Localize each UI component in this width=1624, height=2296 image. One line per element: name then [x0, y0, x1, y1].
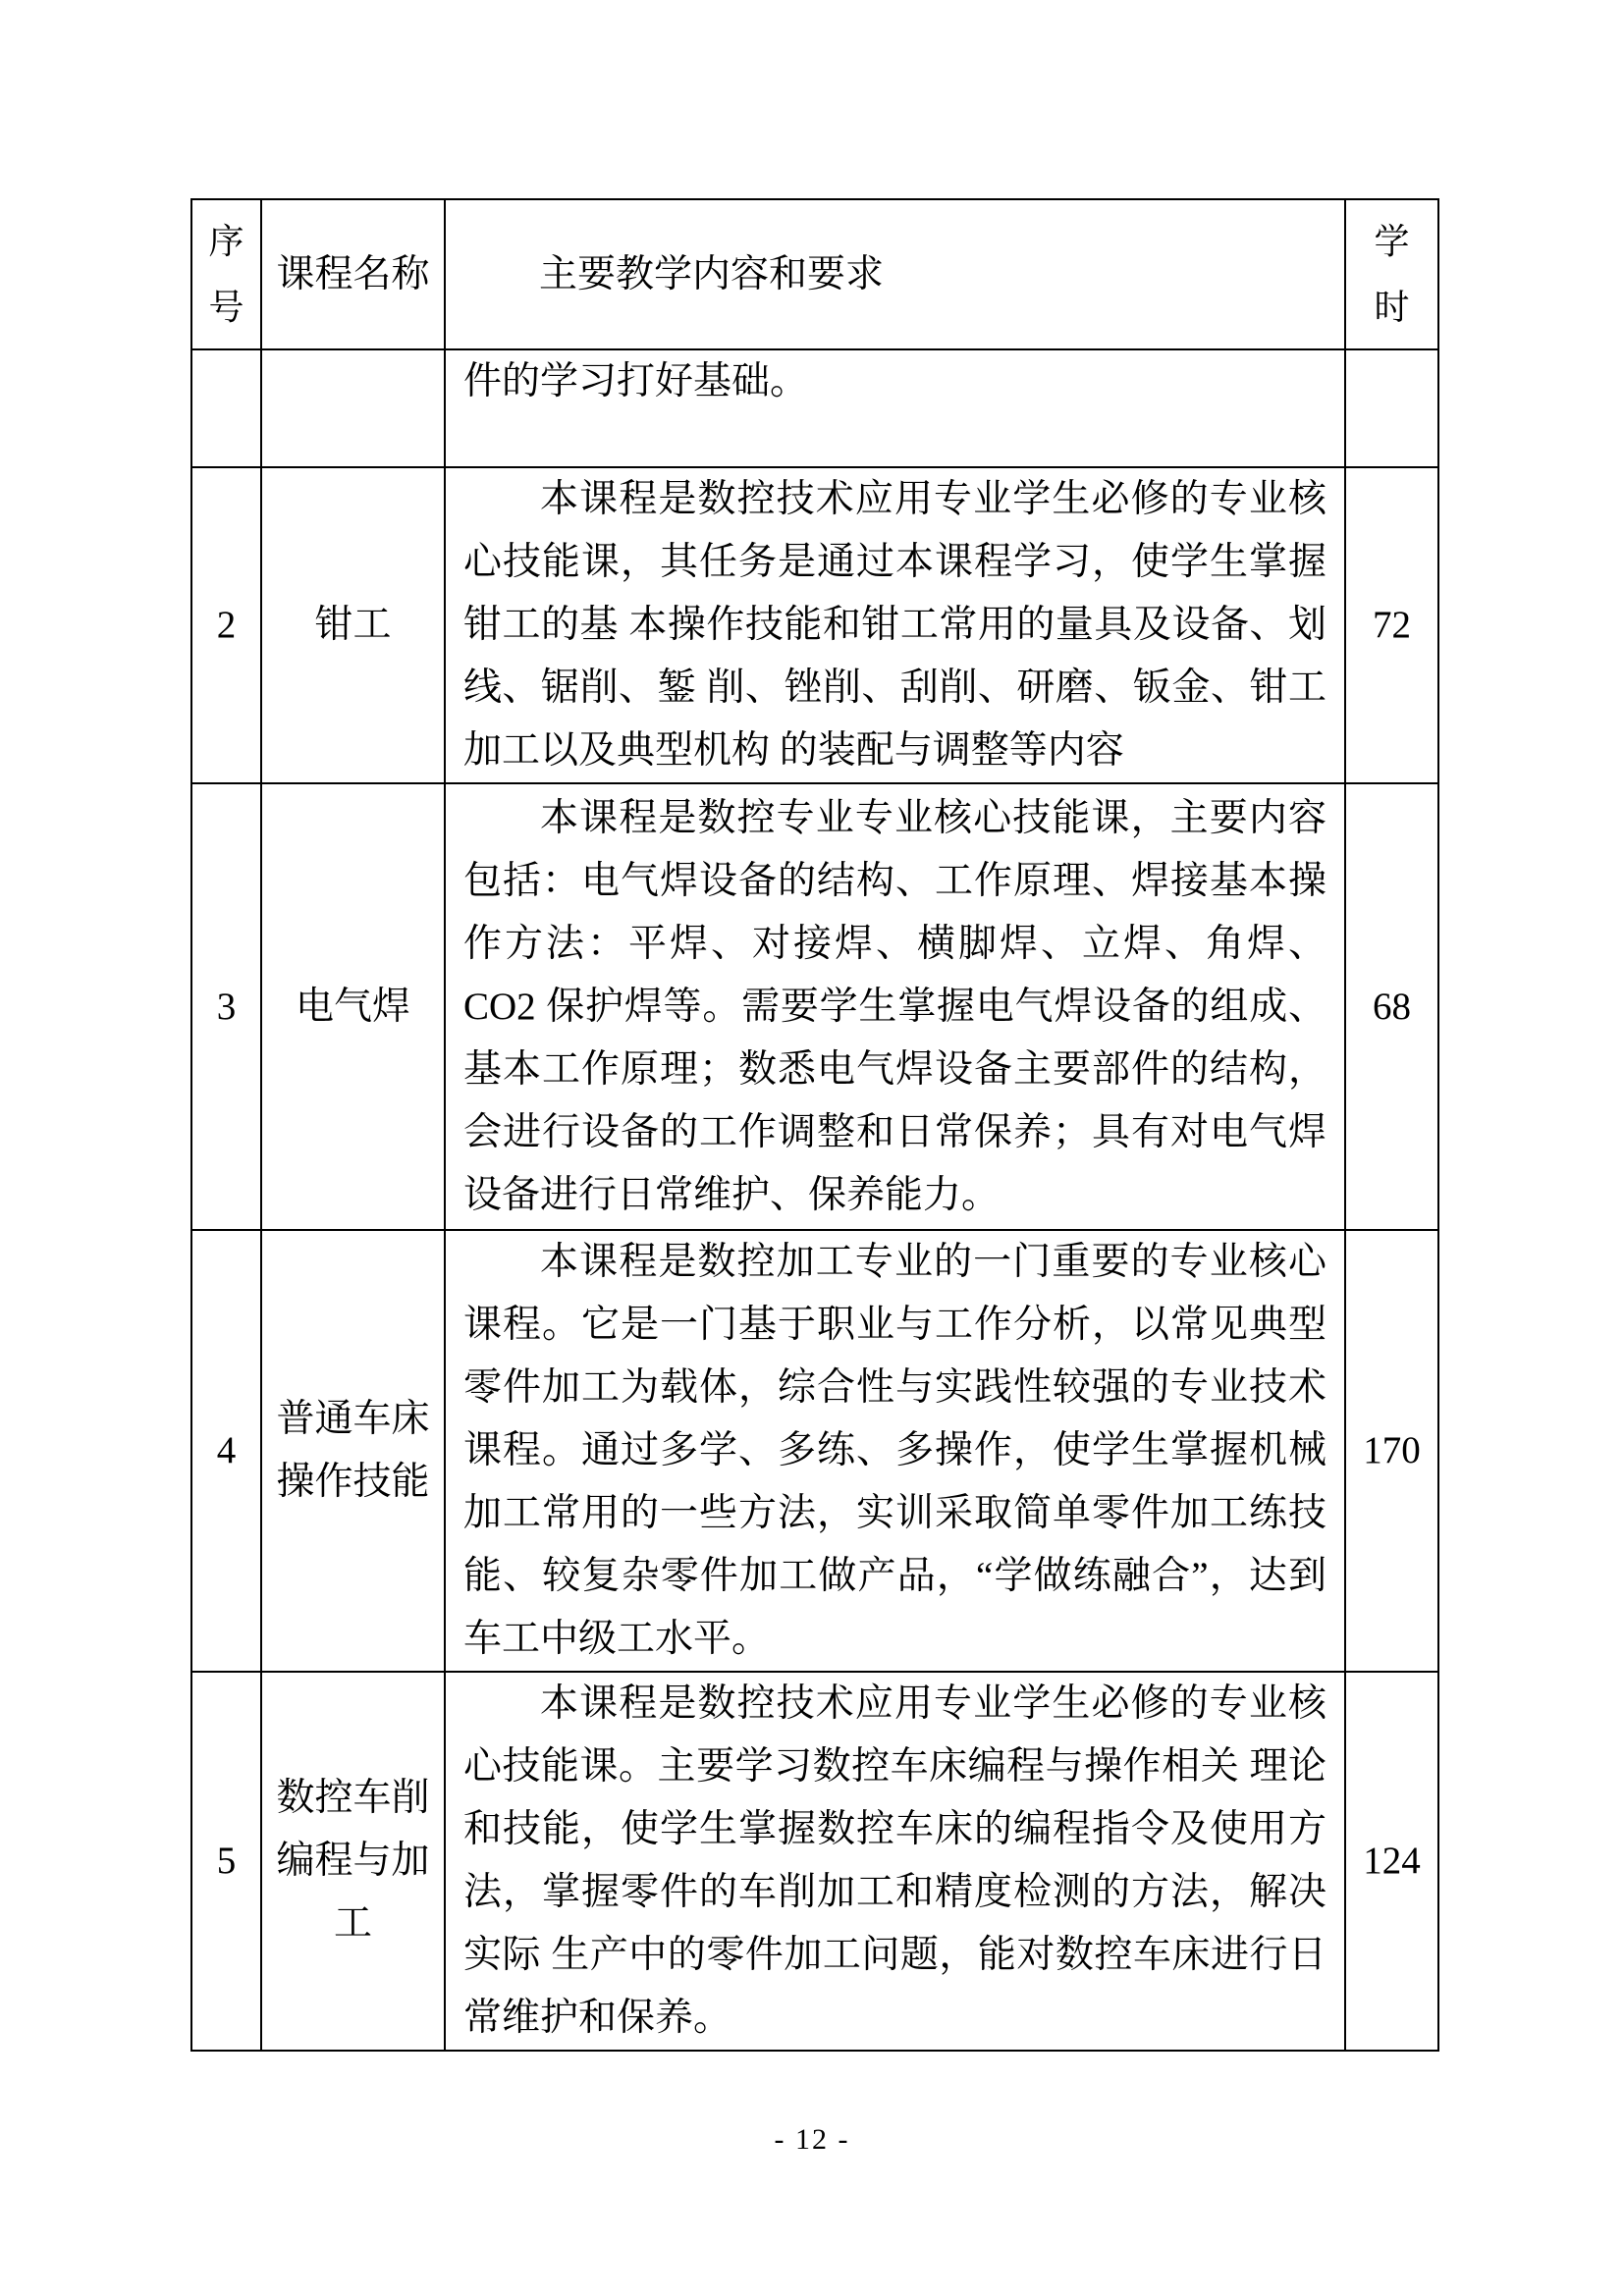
header-cell-course-name: 课程名称 — [261, 199, 445, 349]
table-row-course-2 — [191, 467, 1438, 783]
header-cell-hours — [1345, 199, 1438, 349]
course-name: 普通车床操作技能 — [261, 1230, 445, 1672]
course-name: 电气焊 — [261, 783, 445, 1230]
row-no: 5 — [191, 1672, 261, 2051]
header-hours-label: 学时 — [1374, 221, 1410, 327]
table-row-course-4 — [191, 1230, 1438, 1672]
course-content: 件的学习打好基础。 — [445, 349, 1345, 467]
row-no: 4 — [191, 1230, 261, 1672]
course-hours: 72 — [1345, 467, 1438, 783]
course-hours — [1345, 349, 1438, 467]
row-no: 2 — [191, 467, 261, 783]
course-name: 钳工 — [261, 467, 445, 783]
course-content: 本课程是数控技术应用专业学生必修的专业核心技能课，其任务是通过本课程学习，使学生掌握钳工的基 本操作技能和钳工常用的量具及设备、划线、锯削、錾 削、锉削、刮削、研磨、钣金、钳工加工以及典型机构 的装配与调整等内容 — [445, 467, 1345, 783]
table-row-course-3 — [191, 783, 1438, 1230]
header-no-label: 序号 — [208, 221, 244, 327]
page-number: - 12 - — [774, 2123, 850, 2156]
course-name: 数控车削编程与加工 — [261, 1672, 445, 2051]
curriculum-table — [190, 198, 1439, 2052]
row-no: 3 — [191, 783, 261, 1230]
header-cell-no — [191, 199, 261, 349]
course-name — [261, 349, 445, 467]
course-hours: 170 — [1345, 1230, 1438, 1672]
row-no — [191, 349, 261, 467]
course-hours: 124 — [1345, 1672, 1438, 2051]
course-hours: 68 — [1345, 783, 1438, 1230]
table-header-row — [191, 199, 1438, 349]
course-content: 本课程是数控专业专业核心技能课，主要内容包括：电气焊设备的结构、工作原理、焊接基本操作方法：平焊、对接焊、横脚焊、立焊、角焊、CO2 保护焊等。需要学生掌握电气焊设备的组成、基本工作原理；数悉电气焊设备主要部件的结构，会进行设备的工作调整和日常保养；具有对电气焊设备进行日常维护、保养能力。 — [445, 783, 1345, 1230]
course-content: 本课程是数控加工专业的一门重要的专业核心课程。它是一门基于职业与工作分析，以常见典型零件加工为载体，综合性与实践性较强的专业技术课程。通过多学、多练、多操作，使学生掌握机械加工常用的一些方法，实训采取简单零件加工练技能、较复杂零件加工做产品，“学做练融合”，达到车工中级工水平。 — [445, 1230, 1345, 1672]
table-row-continuation — [191, 349, 1438, 467]
table-row-course-5 — [191, 1672, 1438, 2051]
header-cell-content: 主要教学内容和要求 — [445, 199, 1345, 349]
course-content: 本课程是数控技术应用专业学生必修的专业核心技能课。主要学习数控车床编程与操作相关 理论和技能，使学生掌握数控车床的编程指令及使用方法，掌握零件的车削加工和精度检测的方法，解决实际 生产中的零件加工问题，能对数控车床进行日常维护和保养。 — [445, 1672, 1345, 2051]
